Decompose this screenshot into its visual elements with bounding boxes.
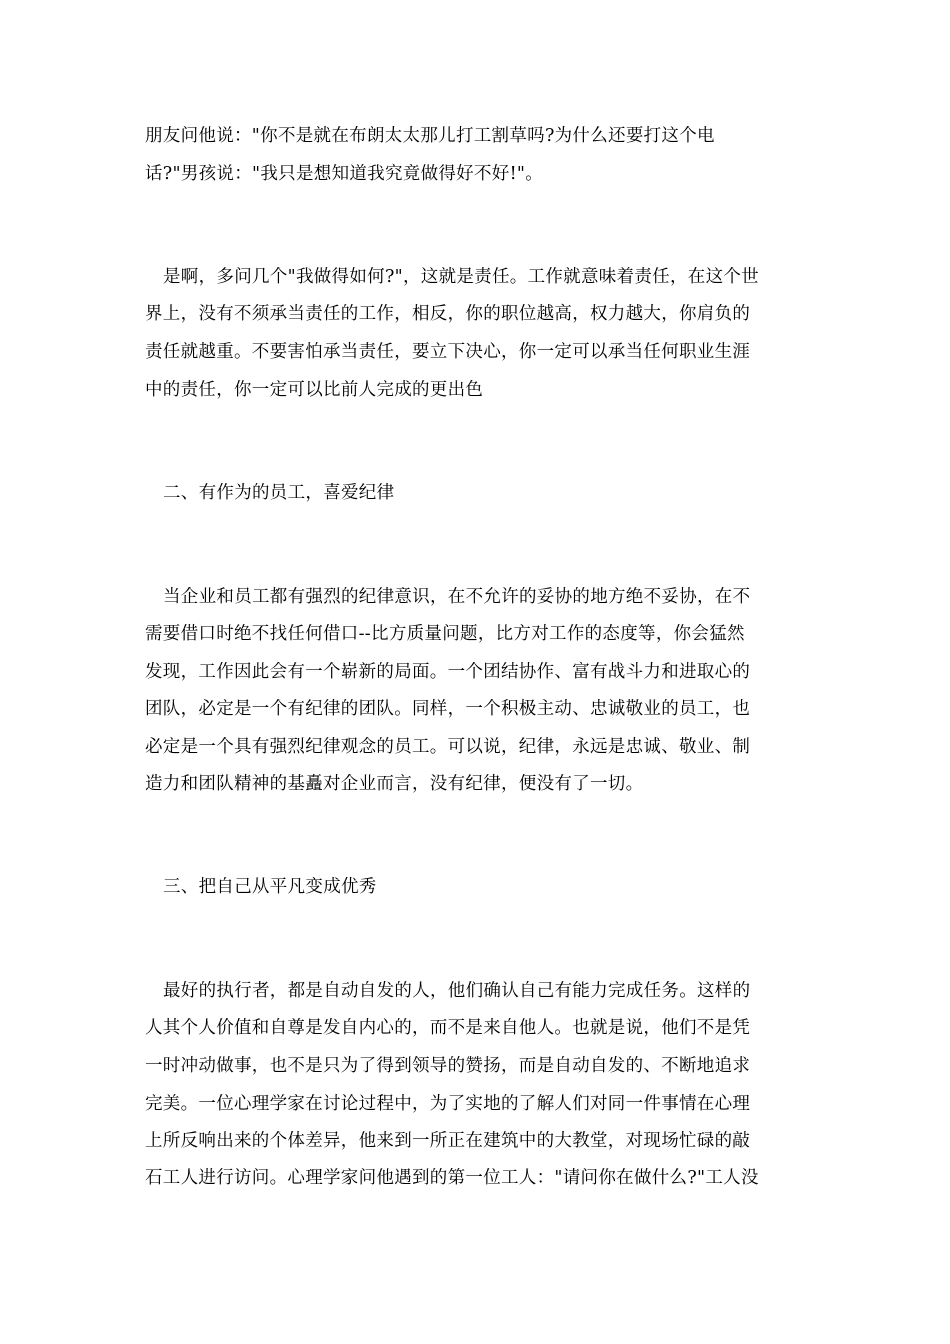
paragraph-line: 造力和团队精神的基矗对企业而言，没有纪律，便没有了一切。 xyxy=(145,774,644,794)
paragraph-line: 完美。一位心理学家在讨论过程中，为了实地的了解人们对同一件事情在心理 xyxy=(145,1094,751,1114)
paragraph-line: 当企业和员工都有强烈的纪律意识，在不允许的妥协的地方绝不妥协，在不 xyxy=(163,587,751,607)
section-heading: 三、把自己从平凡变成优秀 xyxy=(163,877,377,897)
paragraph-line: 团队，必定是一个有纪律的团队。同样，一个积极主动、忠诚敬业的员工，也 xyxy=(145,699,751,719)
paragraph-line: 一时冲动做事，也不是只为了得到领导的赞扬，而是自动自发的、不断地追求 xyxy=(145,1056,751,1076)
paragraph-line: 界上，没有不须承当责任的工作，相反，你的职位越高，权力越大，你肩负的 xyxy=(145,304,751,324)
paragraph-line: 石工人进行访问。心理学家问他遇到的第一位工人："请问你在做什么?"工人没 xyxy=(145,1168,759,1188)
paragraph-line: 最好的执行者，都是自动自发的人，他们确认自己有能力完成任务。这样的 xyxy=(163,981,751,1001)
section-heading: 二、有作为的员工，喜爱纪律 xyxy=(163,483,395,503)
paragraph-line: 必定是一个具有强烈纪律观念的员工。可以说，纪律，永远是忠诚、敬业、制 xyxy=(145,737,751,757)
paragraph-line: 中的责任，你一定可以比前人完成的更出色 xyxy=(145,380,484,400)
paragraph-line: 责任就越重。不要害怕承当责任，要立下决心，你一定可以承当任何职业生涯 xyxy=(145,342,751,362)
paragraph-line: 发现，工作因此会有一个崭新的局面。一个团结协作、富有战斗力和进取心的 xyxy=(145,662,751,682)
paragraph-line: 上所反响出来的个体差异，他来到一所正在建筑中的大教堂，对现场忙碌的敲 xyxy=(145,1131,751,1151)
paragraph-line: 需要借口时绝不找任何借口--比方质量问题，比方对工作的态度等，你会猛然 xyxy=(145,624,745,644)
paragraph-line: 朋友问他说："你不是就在布朗太太那儿打工割草吗?为什么还要打这个电 xyxy=(145,126,715,146)
paragraph-line: 是啊，多问几个"我做得如何?"，这就是责任。工作就意味着责任，在这个世 xyxy=(163,267,759,287)
paragraph-line: 人其个人价值和自尊是发自内心的，而不是来自他人。也就是说，他们不是凭 xyxy=(145,1018,751,1038)
paragraph-line: 话?"男孩说："我只是想知道我究竟做得好不好!"。 xyxy=(145,164,544,184)
